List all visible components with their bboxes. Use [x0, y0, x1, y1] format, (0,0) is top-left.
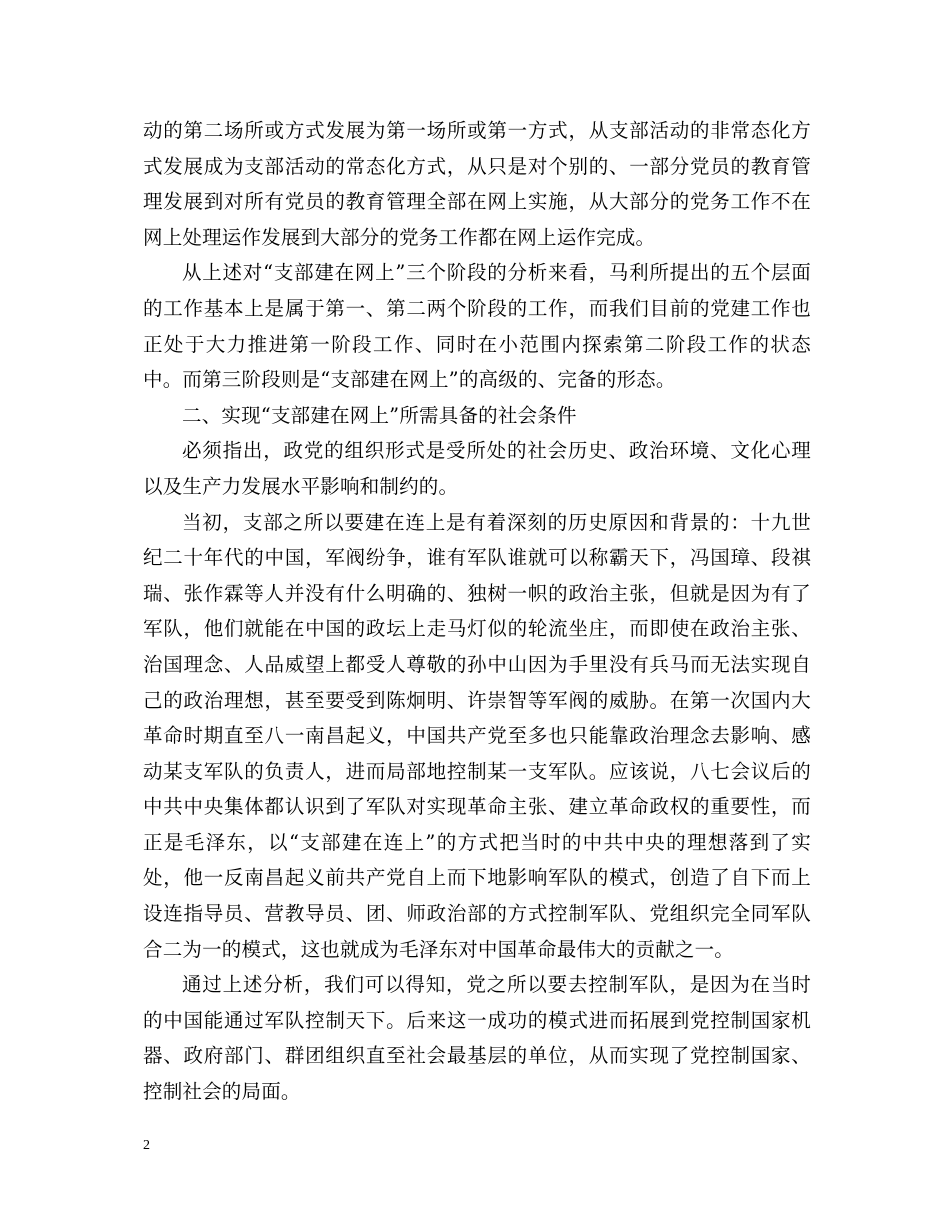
section-heading: 二、实现“支部建在网上”所需具备的社会条件: [182, 403, 577, 427]
page-number: 2: [143, 1138, 150, 1153]
paragraph-organization-form: 必须指出，政党的组织形式是受所处的社会历史、政治环境、文化心理以及生产力发展水平影响和制约的。: [143, 439, 811, 498]
paragraph-continuation: 动的第二场所或方式发展为第一场所或第一方式，从支部活动的非常态化方式发展成为支部活动的常态化方式，从只是对个别的、一部分党员的教育管理发展到对所有党员的教育管理全部在网上实施，从大部分的党务工作不在网上处理运作发展到大部分的党务工作都在网上运作完成。: [143, 119, 811, 249]
paragraph-stage-analysis: 从上述对“支部建在网上”三个阶段的分析来看，马利所提出的五个层面的工作基本上是属于第一、第二两个阶段的工作，而我们目前的党建工作也正处于大力推进第一阶段工作、同时在小范围内探索第二阶段工作的状态中。而第三阶段则是“支部建在网上”的高级的、完备的形态。: [143, 261, 811, 392]
paragraph-history: 当初，支部之所以要建在连上是有着深刻的历史原因和背景的：十九世纪二十年代的中国，军阀纷争，谁有军队谁就可以称霸天下，冯国璋、段祺瑞、张作霖等人并没有什么明确的、独树一帜的政治主张，但就是因为有了军队，他们就能在中国的政坛上走马灯似的轮流坐庄，而即使在政治主张、治国理念、人品威望上都受人尊敬的孙中山因为手里没有兵马而无法实现自己的政治理想，甚至要受到陈炯明、许崇智等军阀的威胁。在第一次国内大革命时期直至八一南昌起义，中国共产党至多也只能靠政治理念去影响、感动某支军队的负责人，进而局部地控制某一支军队。应该说，八七会议后的中共中央集体都认识到了军队对实现革命主张、建立革命政权的重要性，而正是毛泽东，以“支部建在连上”的方式把当时的中共中央的理想落到了实处，他一反南昌起义前共产党自上而下地影响军队的模式，创造了自下而上设连指导员、营教导员、团、师政治部的方式控制军队、党组织完全同军队合二为一的模式，这也就成为毛泽东对中国革命最伟大的贡献之一。: [143, 510, 811, 961]
document-body: [143, 113, 811, 1110]
paragraph-conclusion: 通过上述分析，我们可以得知，党之所以要去控制军队，是因为在当时的中国能通过军队控制天下。后来这一成功的模式进而拓展到党控制国家机器、政府部门、群团组织直至社会最基层的单位，从而实现了党控制国家、控制社会的局面。: [143, 973, 811, 1104]
